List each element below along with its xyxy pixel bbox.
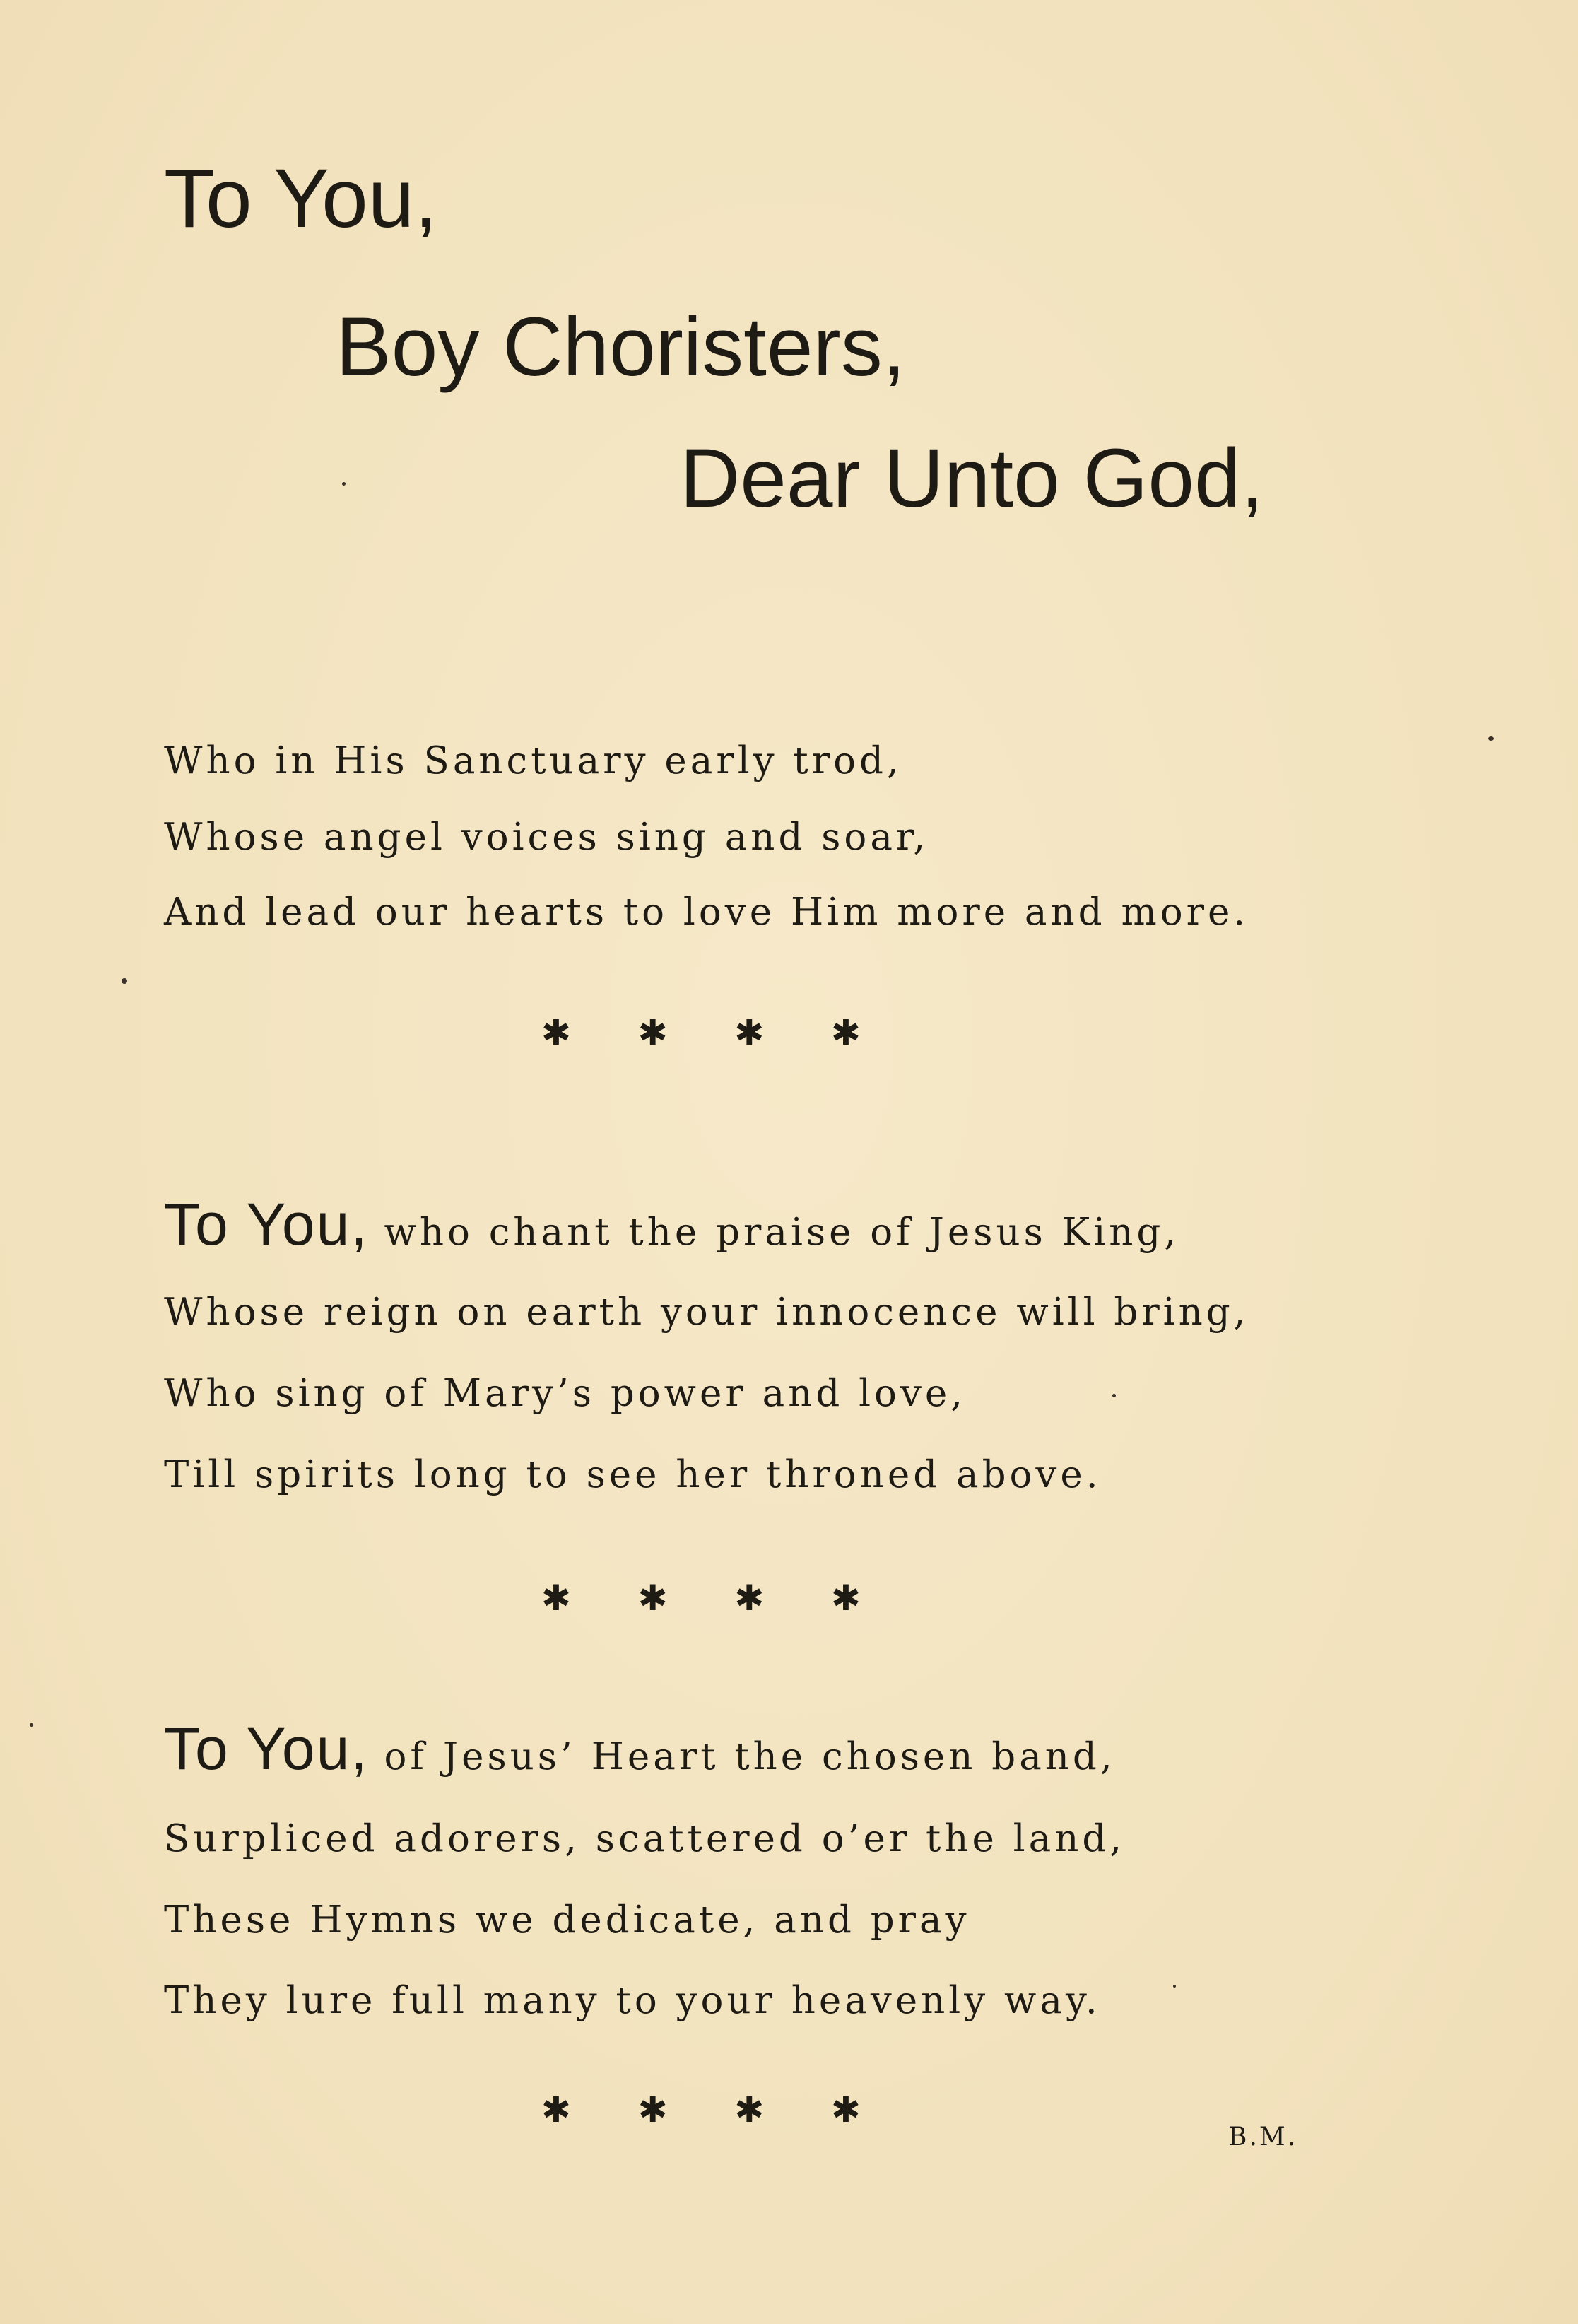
separator-star: ✱ (637, 1578, 668, 1619)
heading-line-dear-unto-god: Dear Unto God, (680, 432, 1264, 525)
stanza2-line-2: Whose reign on earth your innocence will bring, (164, 1291, 1249, 1334)
stanza2-lead: To You, (164, 1191, 369, 1257)
separator-star: ✱ (541, 1578, 571, 1619)
signature-initials: B.M. (1228, 2123, 1298, 2152)
stanza2-line-4: Till spirits long to see her throned above. (164, 1453, 1102, 1496)
stanza3-line-2: Surpliced adorers, scattered o’er the land, (164, 1817, 1126, 1860)
stanza1-line-1: Who in His Sanctuary early trod, (164, 739, 902, 782)
paper-speck (122, 978, 127, 984)
separator-star: ✱ (831, 2089, 861, 2130)
separator-star: ✱ (541, 1012, 571, 1053)
stanza2-first-line-rest: who chant the praise of Jesus King, (384, 1211, 1180, 1254)
separator-star: ✱ (734, 1012, 765, 1053)
paper-speck (1173, 1985, 1176, 1988)
paper-speck (1112, 1394, 1116, 1397)
paper-speck (1488, 736, 1494, 741)
separator-star: ✱ (831, 1578, 861, 1619)
separator-star: ✱ (831, 1012, 861, 1053)
separator-stars-3 (538, 2089, 864, 2130)
stanza3-line-3: These Hymns we dedicate, and pray (164, 1898, 970, 1942)
separator-star: ✱ (637, 2089, 668, 2130)
separator-stars-2 (538, 1578, 864, 1619)
stanza3-line-4: They lure full many to your heavenly way. (164, 1979, 1101, 2022)
stanza2-line-1 (164, 1191, 1180, 1257)
separator-star: ✱ (541, 2089, 571, 2130)
stanza3-line-1 (164, 1715, 1116, 1782)
stanza3-lead: To You, (164, 1715, 369, 1782)
separator-stars-1 (538, 1012, 864, 1053)
separator-star: ✱ (734, 2089, 765, 2130)
stanza1-line-3: And lead our hearts to love Him more and more. (164, 891, 1249, 934)
stanza2-line-3: Who sing of Mary’s power and love, (164, 1372, 967, 1415)
stanza3-first-line-rest: of Jesus’ Heart the chosen band, (384, 1735, 1116, 1778)
heading-line-boy-choristers: Boy Choristers, (336, 300, 906, 394)
stanza1-line-2: Whose angel voices sing and soar, (164, 816, 929, 859)
paper-speck (30, 1723, 33, 1727)
separator-star: ✱ (734, 1578, 765, 1619)
heading-line-to-you: To You, (164, 152, 438, 245)
paper-speck (342, 482, 346, 486)
separator-star: ✱ (637, 1012, 668, 1053)
